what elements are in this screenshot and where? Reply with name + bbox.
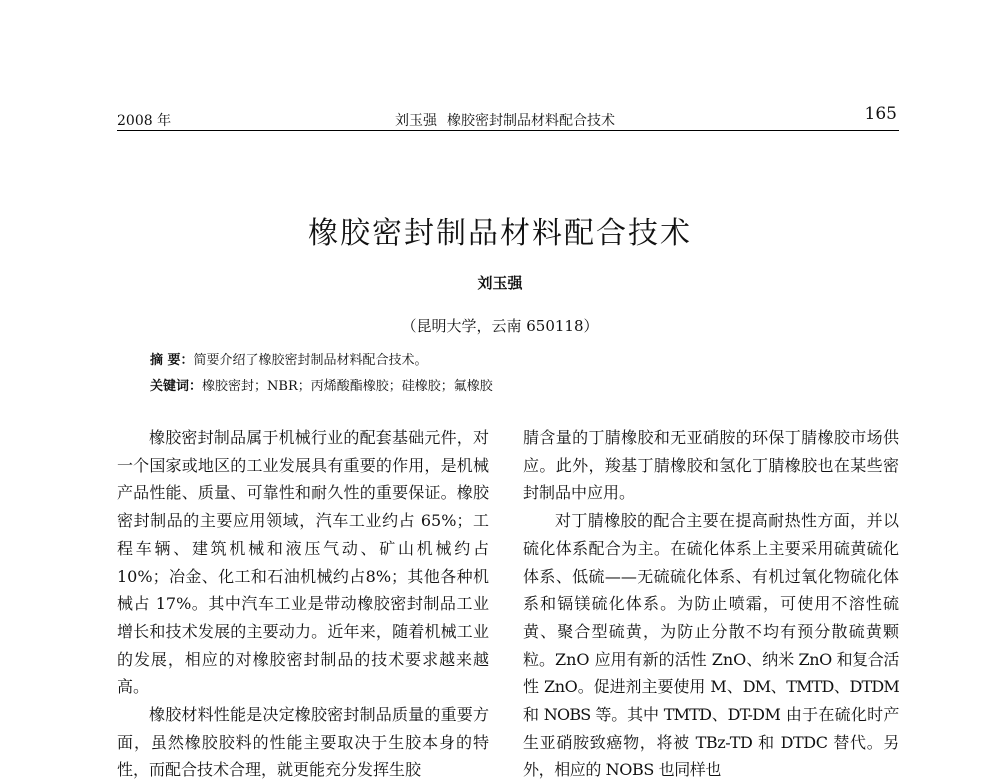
body-left-column — [117, 424, 489, 784]
text-line: 件，对一个国家或地区的工业发展具有重要的作 — [117, 428, 489, 475]
text-line: 身的特性，而配合技术合理，就更能充分发挥生胶 — [117, 732, 489, 780]
text-line: 密封制品的技术要求越来越高。 — [117, 649, 489, 697]
text-line: 预分散硫黄颗粒。ZnO 应用有新的活性 ZnO、纳 — [523, 621, 899, 669]
paragraph — [523, 507, 899, 784]
text-line: DM、TMTD、DTDM 和 NOBS 等。其中 TMTD、DT- — [523, 677, 899, 725]
text-line: 动橡胶密封制品工业增长和技术发展的主要动 — [117, 594, 489, 641]
text-line: 化物硫化体系和镉镁硫化体系。为防止喷霜，可 — [523, 566, 899, 614]
text-line: 用，是机械产品性能、质量、可靠性和耐久性的重 — [117, 455, 489, 503]
text-line: 要方面，虽然橡胶胶料的性能主要取决于生胶本 — [117, 705, 489, 752]
header-year: 2008 年 — [117, 113, 172, 129]
text-line: 对丁腈橡胶的配合主要在提高耐热性方面， — [555, 511, 867, 531]
body-right-column — [523, 424, 899, 784]
keywords-label: 关键词： — [150, 379, 203, 394]
abstract — [150, 349, 428, 368]
paragraph — [117, 701, 489, 784]
text-line: 力。近年来，随着机械工业的发展，相应的对橡胶 — [117, 621, 489, 669]
text-line: 橡胶材料性能是决定橡胶密封制品质量的重 — [149, 705, 457, 725]
text-line: TD 和 DTDC 替代。另外，相应的 NOBS 也同样也 — [523, 732, 899, 780]
paragraph — [523, 424, 899, 507]
text-line: 腈含量的丁腈橡胶和无亚硝胺的环保丁腈橡胶市 — [523, 428, 867, 447]
text-line: 硫黄硫化体系、低硫——无硫硫化体系、有机过氧 — [523, 538, 899, 586]
text-line: 业约占 65%；工程车辆、建筑机械和液压气动、矿 — [117, 511, 489, 558]
running-header — [117, 104, 899, 130]
keywords-text: 橡胶密封；NBR；丙烯酸酯橡胶；硅橡胶；氟橡胶 — [202, 379, 493, 394]
author-affiliation: （昆明大学，云南 650118） — [401, 317, 599, 335]
paper-title: 橡胶密封制品材料配合技术 — [308, 216, 692, 251]
text-line: 米 ZnO 和复合活性 ZnO。促进剂主要使用 M、 — [523, 649, 899, 697]
text-line: 8%；其他各种机械占 17%。其中汽车工业是带 — [117, 566, 489, 614]
abstract-text: 简要介绍了橡胶密封制品材料配合技术。 — [193, 353, 428, 368]
text-line: 在某些密封制品中应用。 — [523, 455, 899, 503]
text-line: 橡胶密封制品属于机械行业的配套基础元 — [149, 428, 441, 447]
text-line: DM 由于在硫化时产生亚硝胺致癌物，将被 TBz- — [523, 705, 899, 752]
text-line: 山机械约占 10%；冶金、化工和石油机械约占 — [117, 538, 489, 586]
keywords — [150, 375, 493, 394]
header-rule — [117, 130, 899, 131]
paragraph — [117, 424, 489, 701]
header-author: 刘玉强 — [395, 113, 437, 129]
text-line: 要保证。橡胶密封制品的主要应用领域，汽车工 — [117, 483, 489, 531]
header-center — [395, 110, 615, 130]
paper-author: 刘玉强 — [477, 274, 523, 292]
text-line: 场供应。此外，羧基丁腈橡胶和氢化丁腈橡胶也 — [523, 428, 899, 475]
text-line: 使用不溶性硫黄、聚合型硫黄，为防止分散不均有 — [523, 594, 899, 641]
text-line: 并以硫化体系配合为主。在硫化体系上主要采用 — [523, 511, 899, 558]
header-running-title: 橡胶密封制品材料配合技术 — [447, 113, 615, 129]
page-number: 165 — [864, 104, 897, 124]
abstract-label: 摘 要： — [150, 353, 194, 368]
